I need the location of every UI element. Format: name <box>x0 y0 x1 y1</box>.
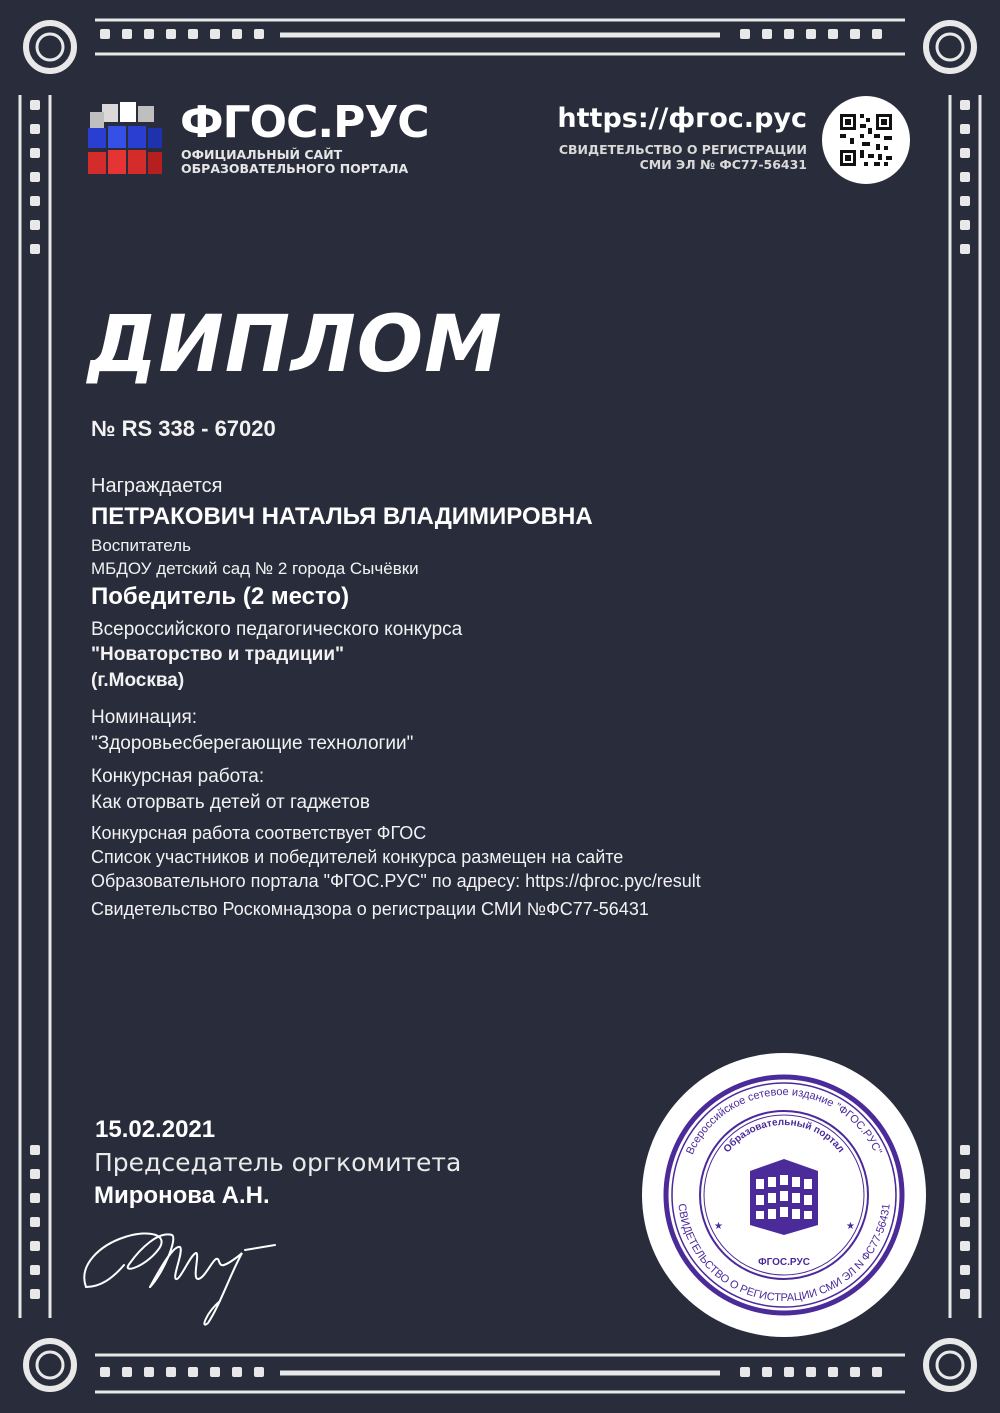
stamp-outer-bottom-text: СВИДЕТЕЛЬСТВО О РЕГИСТРАЦИИ СМИ ЭЛ N ФС77-56431 <box>675 1202 893 1305</box>
logo-title: ФГОС.РУС <box>180 97 429 148</box>
logo-subtitle-line2: ОБРАЗОВАТЕЛЬНОГО ПОРТАЛА <box>181 161 409 176</box>
note-fgos: Конкурсная работа соответствует ФГОС <box>91 823 427 843</box>
flag-cubes-logo-icon <box>88 102 164 178</box>
note-address: Образовательного портала "ФГОС.РУС" по адресу: https://фгос.рус/result <box>91 871 701 891</box>
award-place: Победитель (2 место) <box>91 583 350 610</box>
stamp-inner-text: Образовательный портал <box>721 1116 847 1155</box>
handwritten-signature <box>80 1205 280 1330</box>
note-list: Список участников и победителей конкурса размещен на сайте <box>91 847 624 867</box>
note-registration: Свидетельство Роскомнадзора о регистрации СМИ №ФС77-56431 <box>91 899 649 919</box>
work-value: Как оторвать детей от гаджетов <box>91 792 370 813</box>
recipient-organization: МБДОУ детский сад № 2 города Сычёвки <box>91 559 419 578</box>
diploma-title: ДИПЛОМ <box>88 300 503 390</box>
chairman-name: Миронова А.Н. <box>94 1182 270 1209</box>
site-url-link[interactable]: https://фгос.рус <box>557 103 807 134</box>
diploma-number: № RS 338 - 67020 <box>91 416 276 441</box>
registration-line1: СВИДЕТЕЛЬСТВО О РЕГИСТРАЦИИ <box>558 142 807 157</box>
chairman-label: Председатель оргкомитета <box>94 1148 462 1177</box>
contest-city: (г.Москва) <box>91 670 185 691</box>
stamp-center-label: ФГОС.РУС <box>758 1257 810 1268</box>
contest-name: "Новаторство и традиции" <box>91 644 345 665</box>
work-label: Конкурсная работа: <box>91 766 265 787</box>
logo-subtitle <box>181 148 408 176</box>
awarded-label: Награждается <box>91 475 223 497</box>
logo-subtitle-line1: ОФИЦИАЛЬНЫЙ САЙТ <box>181 147 343 162</box>
nomination-label: Номинация: <box>91 707 198 728</box>
stamp-star-right-icon: ★ <box>846 1221 855 1232</box>
registration-line2: СМИ ЭЛ № ФС77-56431 <box>639 157 807 172</box>
stamp-outer-text: Всероссийское сетевое издание "ФГОС.РУС" <box>684 1085 884 1157</box>
qr-code-icon[interactable] <box>822 96 910 184</box>
recipient-position: Воспитатель <box>91 536 191 555</box>
building-icon <box>750 1159 818 1235</box>
seal-stamp <box>642 1053 926 1337</box>
recipient-name: ПЕТРАКОВИЧ НАТАЛЬЯ ВЛАДИМИРОВНА <box>91 503 593 530</box>
diploma-date: 15.02.2021 <box>95 1116 216 1143</box>
registration-text <box>507 142 807 172</box>
contest-line: Всероссийского педагогического конкурса <box>91 619 463 640</box>
stamp-star-left-icon: ★ <box>714 1221 723 1232</box>
nomination-value: "Здоровьесберегающие технологии" <box>91 733 414 754</box>
